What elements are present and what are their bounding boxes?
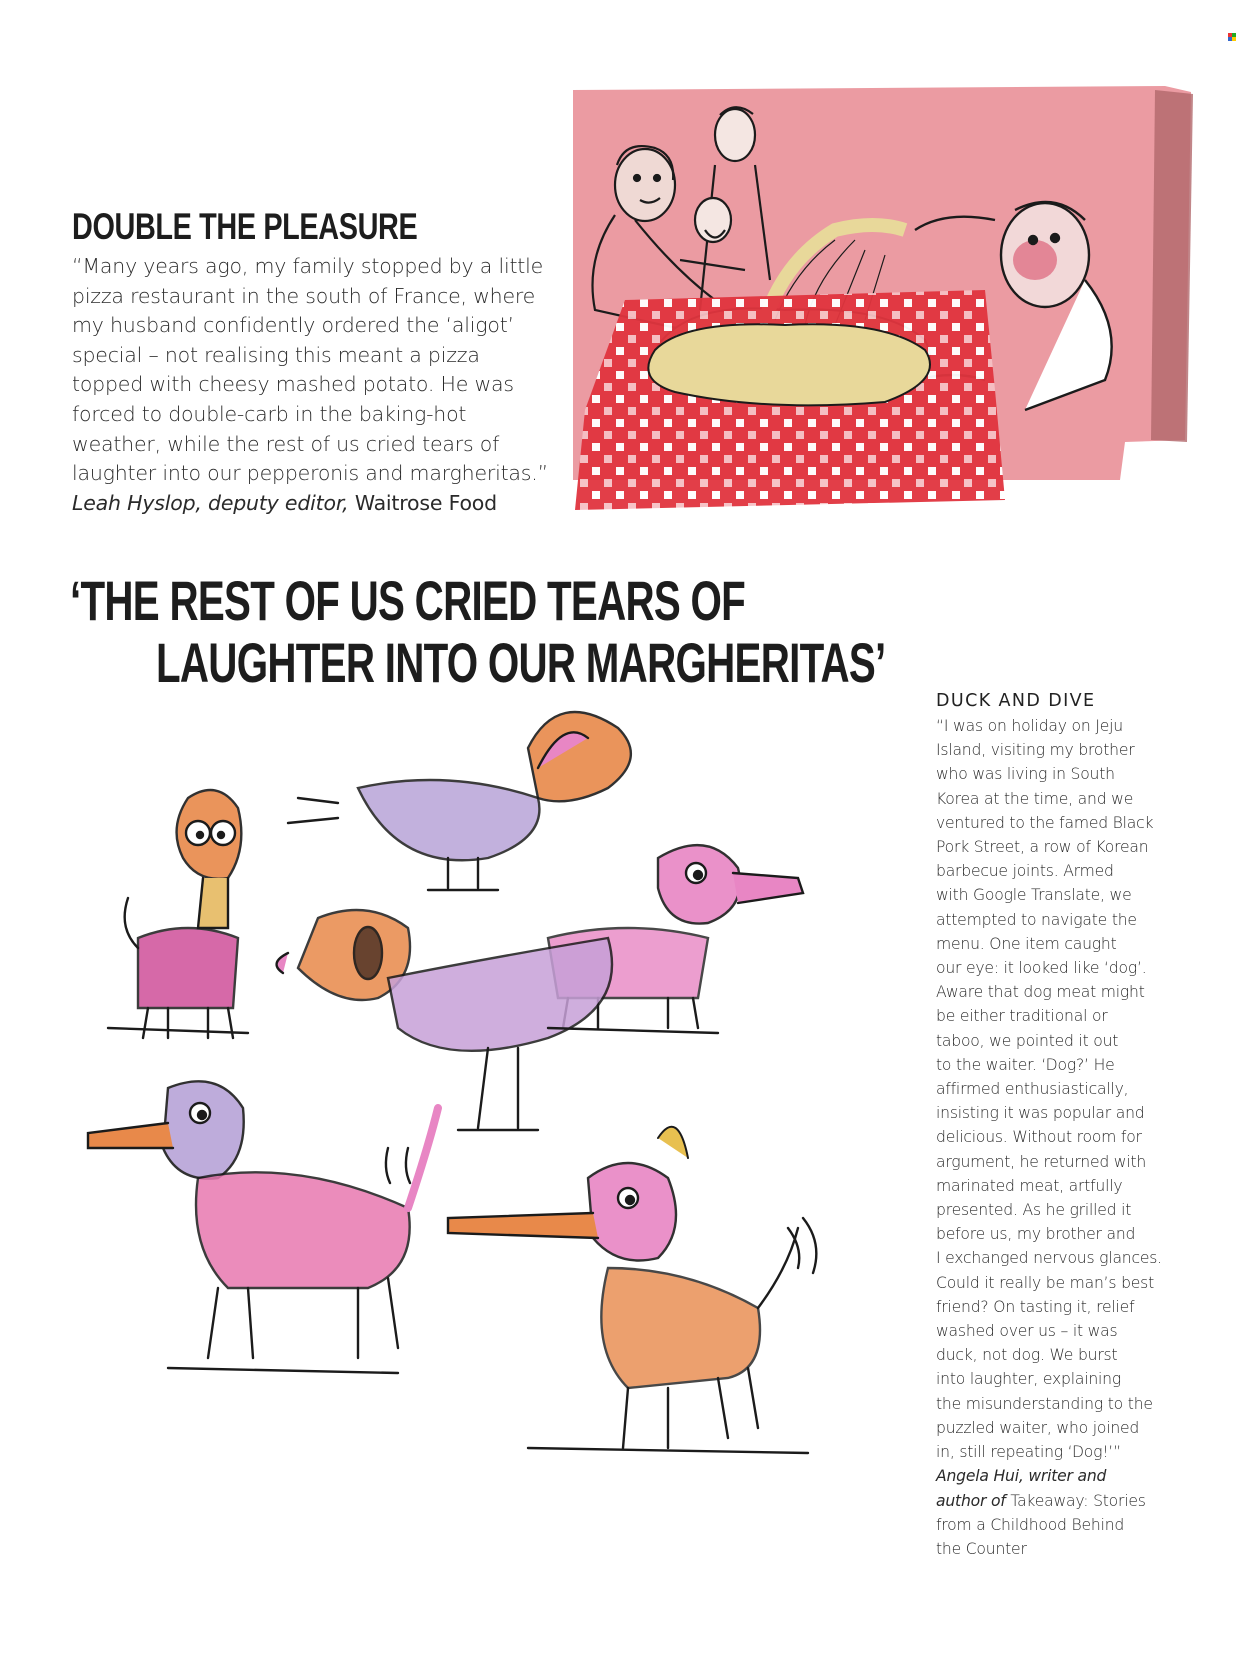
body-line: menu. One item caught: [936, 934, 1117, 953]
pull-quote-line: LAUGHTER INTO OUR MARGHERITAS’: [156, 631, 886, 694]
body-line: delicious. Without room for: [936, 1128, 1142, 1147]
credit-name: Leah Hyslop, deputy editor,: [72, 490, 349, 515]
registration-mark: [1228, 33, 1236, 41]
body-line: argument, he returned with: [936, 1152, 1147, 1171]
body-line: “I was on holiday on Jeju: [936, 717, 1123, 735]
duck-dog-illustration: [68, 708, 868, 1558]
body-line: the misunderstanding to the: [936, 1394, 1153, 1413]
body-line: marinated meat, artfully: [936, 1176, 1123, 1195]
story-credit: [72, 489, 552, 519]
body-line: duck, not dog. We burst: [936, 1346, 1118, 1365]
body-line: with Google Translate, we: [936, 886, 1132, 905]
story-heading: DOUBLE THE PLEASURE: [72, 206, 418, 247]
body-line: Island, visiting my brother: [936, 741, 1135, 760]
story-body: [72, 252, 552, 489]
body-line: affirmed enthusiastically,: [936, 1080, 1129, 1099]
body-line: presented. As he grilled it: [936, 1201, 1132, 1220]
body-line: “Many years ago, my family stopped by a little: [72, 254, 544, 278]
story-double-the-pleasure: [72, 206, 552, 518]
credit-book-title: Takeaway: Stories: [1005, 1491, 1146, 1510]
body-line: before us, my brother and: [936, 1225, 1136, 1244]
body-line: forced to double-carb in the baking-hot: [72, 401, 467, 426]
body-line: barbecue joints. Armed: [936, 862, 1114, 881]
pull-quote-line: ‘THE REST OF US CRIED TEARS OF: [70, 569, 746, 632]
body-line: my husband confidently ordered the ‘aligot’: [72, 313, 514, 338]
body-line: puzzled waiter, who joined: [936, 1418, 1140, 1437]
body-line: Korea at the time, and we: [936, 789, 1134, 808]
body-line: taboo, we pointed it out: [936, 1031, 1119, 1050]
credit-book-title-cont: from a Childhood Behind: [936, 1515, 1125, 1534]
body-line: Aware that dog meat might: [936, 983, 1145, 1002]
body-line: laughter into our pepperonis and margheritas.”: [72, 461, 549, 486]
body-line: into laughter, explaining: [936, 1370, 1121, 1389]
story-duck-and-dive: [936, 690, 1166, 1561]
story-body: [936, 714, 1166, 1464]
body-line: washed over us – it was: [936, 1322, 1118, 1341]
body-line: Could it really be man’s best: [936, 1273, 1155, 1292]
credit-role: author of: [936, 1491, 1006, 1510]
body-line: in, still repeating ‘Dog!’”: [936, 1443, 1121, 1462]
story-heading: DUCK AND DIVE: [936, 691, 1096, 711]
body-line: special – not realising this meant a pizza: [72, 342, 480, 367]
body-line: be either traditional or: [936, 1007, 1108, 1026]
body-line: to the waiter. ‘Dog?’ He: [936, 1055, 1115, 1074]
story-credit: [936, 1464, 1166, 1561]
credit-publication: Waitrose Food: [348, 490, 497, 515]
body-line: I exchanged nervous glances.: [936, 1249, 1162, 1268]
credit-name: Angela Hui, writer and: [936, 1467, 1107, 1486]
body-line: insisting it was popular and: [936, 1104, 1145, 1123]
pizza-restaurant-illustration: [565, 80, 1195, 550]
body-line: friend? On tasting it, relief: [936, 1297, 1135, 1316]
body-line: attempted to navigate the: [936, 910, 1137, 929]
body-line: ventured to the famed Black: [936, 813, 1154, 832]
body-line: pizza restaurant in the south of France, where: [72, 283, 536, 308]
body-line: weather, while the rest of us cried tears of: [72, 431, 500, 456]
body-line: who was living in South: [936, 765, 1115, 784]
credit-book-title-end: the Counter: [936, 1539, 1027, 1558]
body-line: topped with cheesy mashed potato. He was: [72, 372, 514, 397]
body-line: Pork Street, a row of Korean: [936, 838, 1149, 857]
body-line: our eye: it looked like ‘dog’.: [936, 959, 1147, 978]
pull-quote: [70, 569, 886, 694]
